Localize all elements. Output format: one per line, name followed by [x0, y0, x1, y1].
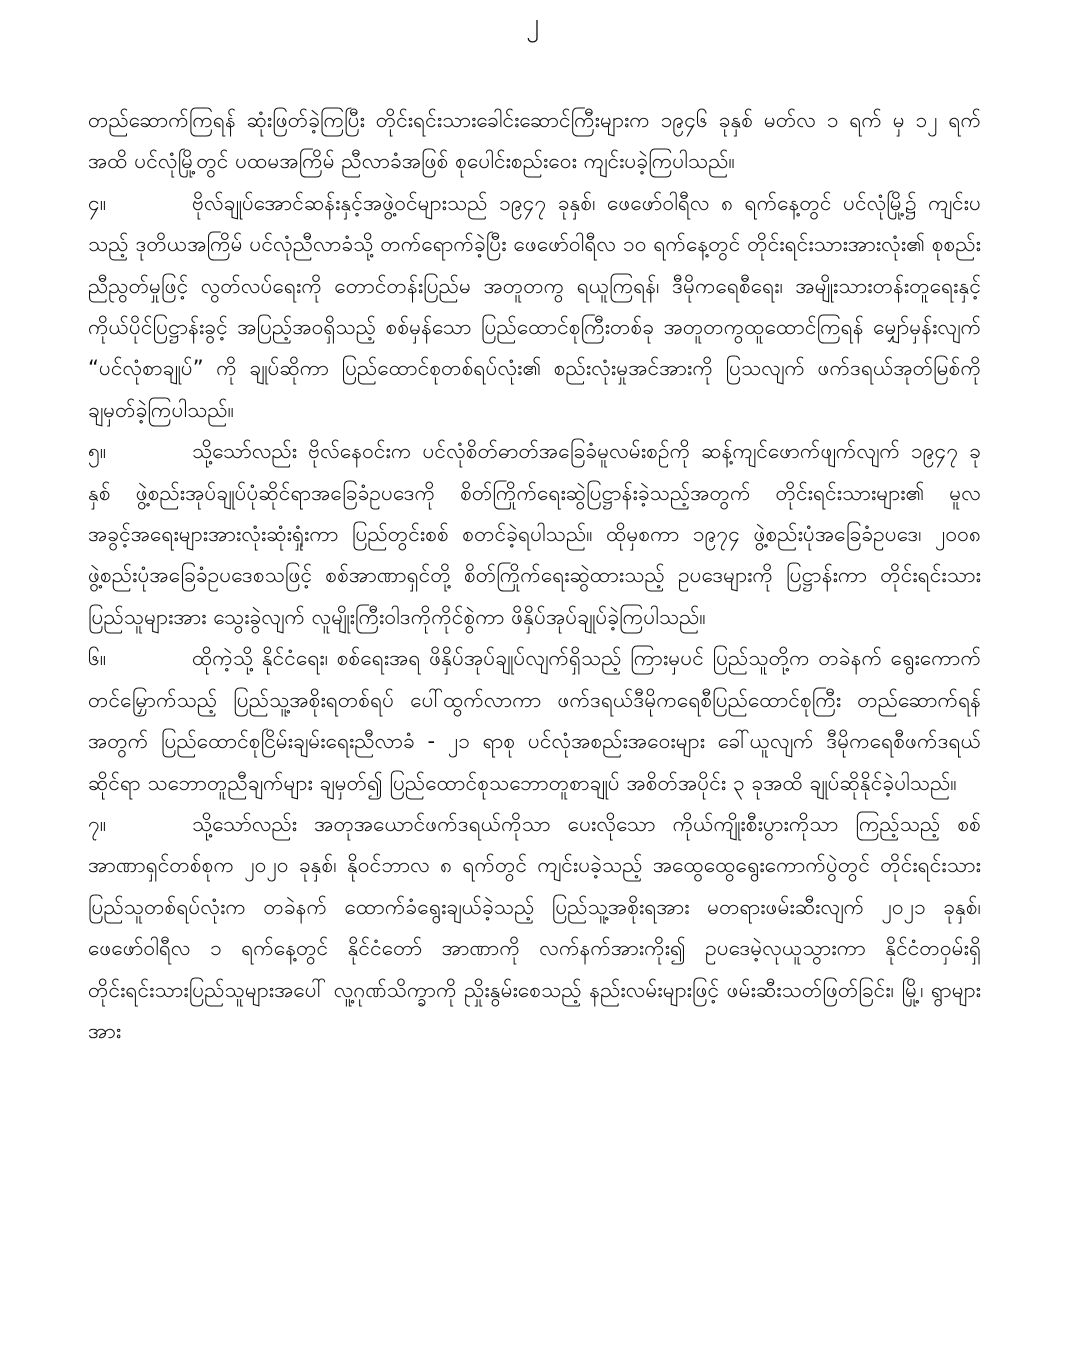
paragraph-text: သို့သော်လည်း ဗိုလ်နေဝင်းက ပင်လုံစိတ်ဓာတ်အခြေခံမူလမ်းစဉ်ကို ဆန့်ကျင်ဖောက်ဖျက်လျက် ၁၉၄၇ ခုနှစ် ဖွဲ့စည်းအုပ်ချုပ်ပုံဆိုင်ရာအခြေခံဥပဒေကို စိတ်ကြိုက်ရေးဆွဲပြဋ္ဌာန်းခဲ့သည့်အတွက် တိုင်းရင်းသားများ၏ မူလအခွင့်အရေးများအားလုံးဆုံးရှုံးကာ ပြည်တွင်းစစ် စတင်ခဲ့ရပါသည်။ ထိုမှစကာ ၁၉၇၄ ဖွဲ့စည်းပုံအခြေခံဥပဒေ၊ ၂၀၀၈ ဖွဲ့စည်းပုံအခြေခံဥပဒေစသဖြင့် စစ်အာဏာရှင်တို့ စိတ်ကြိုက်ရေးဆွဲထားသည့် ဥပဒေများကို ပြဋ္ဌာန်းကာ တိုင်းရင်းသား ပြည်သူများအား သွေးခွဲလျက် လူမျိုးကြီးဝါဒကိုကိုင်စွဲကာ ဖိနှိပ်အုပ်ချုပ်ခဲ့ကြပါသည်။	[88, 439, 981, 629]
document-body	[88, 100, 981, 1052]
paragraph-number: ၄။	[88, 190, 107, 215]
paragraph-4	[88, 183, 981, 431]
paragraph-5	[88, 431, 981, 638]
paragraph-text: ထိုကဲ့သို့ နိုင်ငံရေး၊ စစ်ရေးအရ ဖိနှိပ်အုပ်ချုပ်လျက်ရှိသည့် ကြားမှပင် ပြည်သူတို့က တခဲနက် ရွေးကောက်တင်မြှောက်သည့် ပြည်သူ့အစိုးရတစ်ရပ် ပေါ်ထွက်လာကာ ဖက်ဒရယ်ဒီမိုကရေစီပြည်ထောင်စုကြီး တည်ဆောက်ရန်အတွက် ပြည်ထောင်စုငြိမ်းချမ်းရေးညီလာခံ - ၂၁ ရာစု ပင်လုံအစည်းအဝေးများ ခေါ်ယူလျက် ဒီမိုကရေစီဖက်ဒရယ်ဆိုင်ရာ သဘောတူညီချက်များ ချမှတ်၍ ပြည်ထောင်စုသဘောတူစာချုပ် အစိတ်အပိုင်း ၃ ခုအထိ ချုပ်ဆိုနိုင်ခဲ့ပါသည်။	[88, 646, 981, 795]
paragraph-text: တည်ဆောက်ကြရန် ဆုံးဖြတ်ခဲ့ကြပြီး တိုင်းရင်းသားခေါင်းဆောင်ကြီးများက ၁၉၄၆ ခုနှစ် မတ်လ ၁ ရက် မှ ၁၂ ရက် အထိ ပင်လုံမြို့တွင် ပထမအကြိမ် ညီလာခံအဖြစ် စုပေါင်းစည်းဝေး ကျင်းပခဲ့ကြပါသည်။	[88, 108, 981, 174]
paragraph-number: ၇။	[88, 811, 107, 836]
paragraph-6	[88, 638, 981, 804]
paragraph-number: ၆။	[88, 646, 107, 671]
paragraph-text: ဗိုလ်ချုပ်အောင်ဆန်းနှင့်အဖွဲ့ဝင်များသည် ၁၉၄၇ ခုနှစ်၊ ဖေဖော်ဝါရီလ ၈ ရက်နေ့တွင် ပင်လုံမြို့၌ ကျင်းပသည့် ဒုတိယအကြိမ် ပင်လုံညီလာခံသို့ တက်ရောက်ခဲ့ပြီး ဖေဖော်ဝါရီလ ၁၀ ရက်နေ့တွင် တိုင်းရင်းသားအားလုံး၏ စုစည်းညီညွတ်မှုဖြင့် လွတ်လပ်ရေးကို တောင်တန်းပြည်မ အတူတကွ ရယူကြရန်၊ ဒီမိုကရေစီရေး၊ အမျိုးသားတန်းတူရေးနှင့် ကိုယ်ပိုင်ပြဋ္ဌာန်းခွင့် အပြည့်အဝရှိသည့် စစ်မှန်သော ပြည်ထောင်စုကြီးတစ်ခု အတူတကွထူထောင်ကြရန် မျှော်မှန်းလျက် “ပင်လုံစာချုပ်” ကို ချုပ်ဆိုကာ ပြည်ထောင်စုတစ်ရပ်လုံး၏ စည်းလုံးမှုအင်အားကို ပြသလျက် ဖက်ဒရယ်အုတ်မြစ်ကို ချမှတ်ခဲ့ကြပါသည်။	[88, 190, 981, 422]
paragraph-7	[88, 804, 981, 1052]
paragraph-text: သို့သော်လည်း အတုအယောင်ဖက်ဒရယ်ကိုသာ ပေးလိုသော ကိုယ်ကျိုးစီးပွားကိုသာ ကြည့်သည့် စစ်အာဏာရှင်တစ်စုက ၂၀၂၀ ခုနှစ်၊ နိုဝင်ဘာလ ၈ ရက်တွင် ကျင်းပခဲ့သည့် အထွေထွေရွေးကောက်ပွဲတွင် တိုင်းရင်းသား ပြည်သူတစ်ရပ်လုံးက တခဲနက် ထောက်ခံရွေးချယ်ခဲ့သည့် ပြည်သူ့အစိုးရအား မတရားဖမ်းဆီးလျက် ၂၀၂၁ ခုနှစ်၊ ဖေဖော်ဝါရီလ ၁ ရက်နေ့တွင် နိုင်ငံတော် အာဏာကို လက်နက်အားကိုး၍ ဥပဒေမဲ့လုယူသွားကာ နိုင်ငံတဝှမ်းရှိ တိုင်းရင်းသားပြည်သူများအပေါ် လူ့ဂုဏ်သိက္ခာကို ညှိုးနွမ်းစေသည့် နည်းလမ်းများဖြင့် ဖမ်းဆီးသတ်ဖြတ်ခြင်း၊ မြို့၊ ရွာများအား	[88, 811, 981, 1043]
page-number: ၂	[526, 8, 539, 38]
paragraph-number: ၅။	[88, 439, 107, 464]
paragraph-continued	[88, 100, 981, 183]
